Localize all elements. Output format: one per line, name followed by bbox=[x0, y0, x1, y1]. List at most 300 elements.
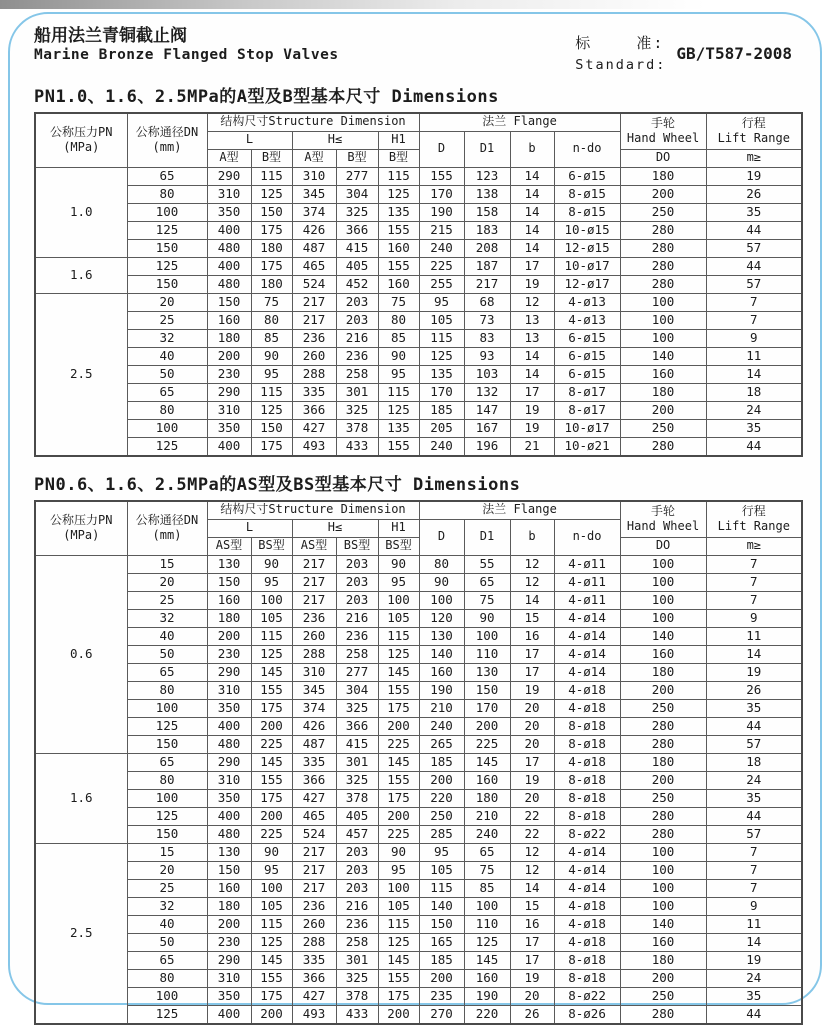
value-cell: 12-ø15 bbox=[554, 239, 620, 257]
value-cell: 8-ø18 bbox=[554, 735, 620, 753]
value-cell: 150 bbox=[251, 203, 292, 221]
value-cell: 310 bbox=[207, 185, 251, 203]
table-row bbox=[35, 681, 802, 699]
value-cell: 155 bbox=[378, 681, 419, 699]
value-cell: 175 bbox=[251, 257, 292, 275]
pressure-group-cell: 1.6 bbox=[35, 753, 127, 843]
value-cell: 95 bbox=[251, 365, 292, 383]
value-cell: 125 bbox=[251, 933, 292, 951]
value-cell: 170 bbox=[464, 699, 510, 717]
value-cell: 10-ø15 bbox=[554, 221, 620, 239]
value-cell: 277 bbox=[336, 663, 378, 681]
header-DO: DO bbox=[620, 537, 706, 555]
table-row bbox=[35, 753, 802, 771]
value-cell: 310 bbox=[207, 771, 251, 789]
diameter-cell: 150 bbox=[127, 825, 207, 843]
value-cell: 150 bbox=[251, 419, 292, 437]
value-cell: 123 bbox=[464, 167, 510, 185]
value-cell: 80 bbox=[251, 311, 292, 329]
diameter-cell: 125 bbox=[127, 717, 207, 735]
diameter-cell: 125 bbox=[127, 807, 207, 825]
value-cell: 35 bbox=[706, 203, 802, 221]
value-cell: 185 bbox=[419, 951, 464, 969]
diameter-cell: 40 bbox=[127, 347, 207, 365]
value-cell: 183 bbox=[464, 221, 510, 239]
value-cell: 4-ø11 bbox=[554, 591, 620, 609]
header-handwheel-en: Hand Wheel bbox=[626, 131, 700, 146]
table-row bbox=[35, 311, 802, 329]
value-cell: 185 bbox=[419, 401, 464, 419]
value-cell: 12 bbox=[510, 293, 554, 311]
value-cell: 160 bbox=[378, 275, 419, 293]
value-cell: 200 bbox=[620, 771, 706, 789]
value-cell: 220 bbox=[464, 1005, 510, 1024]
value-cell: 95 bbox=[378, 365, 419, 383]
value-cell: 217 bbox=[292, 311, 336, 329]
pressure-group-cell: 2.5 bbox=[35, 293, 127, 456]
table-row bbox=[35, 419, 802, 437]
diameter-cell: 65 bbox=[127, 663, 207, 681]
value-cell: 12-ø17 bbox=[554, 275, 620, 293]
value-cell: 205 bbox=[419, 419, 464, 437]
header-D1: D1 bbox=[464, 131, 510, 167]
value-cell: 150 bbox=[419, 915, 464, 933]
value-cell: 120 bbox=[419, 609, 464, 627]
value-cell: 260 bbox=[292, 915, 336, 933]
value-cell: 14 bbox=[510, 591, 554, 609]
table-row bbox=[35, 969, 802, 987]
value-cell: 524 bbox=[292, 275, 336, 293]
value-cell: 203 bbox=[336, 843, 378, 861]
value-cell: 145 bbox=[251, 951, 292, 969]
header-H1-type-bs: BS型 bbox=[378, 537, 419, 555]
table-row bbox=[35, 627, 802, 645]
value-cell: 90 bbox=[251, 555, 292, 573]
value-cell: 277 bbox=[336, 167, 378, 185]
table-row bbox=[35, 645, 802, 663]
value-cell: 260 bbox=[292, 347, 336, 365]
value-cell: 115 bbox=[378, 167, 419, 185]
value-cell: 35 bbox=[706, 699, 802, 717]
value-cell: 180 bbox=[620, 167, 706, 185]
value-cell: 150 bbox=[207, 573, 251, 591]
value-cell: 215 bbox=[419, 221, 464, 239]
table-row bbox=[35, 329, 802, 347]
value-cell: 4-ø14 bbox=[554, 861, 620, 879]
value-cell: 350 bbox=[207, 699, 251, 717]
value-cell: 100 bbox=[620, 897, 706, 915]
value-cell: 95 bbox=[251, 573, 292, 591]
header-D: D bbox=[419, 131, 464, 167]
value-cell: 145 bbox=[378, 951, 419, 969]
value-cell: 100 bbox=[620, 329, 706, 347]
value-cell: 90 bbox=[378, 843, 419, 861]
value-cell: 200 bbox=[207, 347, 251, 365]
value-cell: 7 bbox=[706, 555, 802, 573]
header-H1: H1 bbox=[378, 131, 419, 149]
value-cell: 216 bbox=[336, 609, 378, 627]
value-cell: 10-ø21 bbox=[554, 437, 620, 456]
value-cell: 280 bbox=[620, 717, 706, 735]
value-cell: 250 bbox=[620, 987, 706, 1005]
header-H-type-a: A型 bbox=[292, 149, 336, 167]
value-cell: 6-ø15 bbox=[554, 347, 620, 365]
value-cell: 350 bbox=[207, 419, 251, 437]
value-cell: 7 bbox=[706, 879, 802, 897]
value-cell: 100 bbox=[620, 555, 706, 573]
value-cell: 125 bbox=[251, 185, 292, 203]
value-cell: 105 bbox=[378, 609, 419, 627]
header-lift-cn: 行程 bbox=[741, 504, 766, 519]
value-cell: 35 bbox=[706, 789, 802, 807]
value-cell: 280 bbox=[620, 275, 706, 293]
value-cell: 140 bbox=[620, 627, 706, 645]
table-row bbox=[35, 987, 802, 1005]
value-cell: 487 bbox=[292, 239, 336, 257]
header-lift-cn: 行程 bbox=[741, 116, 766, 131]
value-cell: 155 bbox=[251, 969, 292, 987]
value-cell: 44 bbox=[706, 437, 802, 456]
value-cell: 14 bbox=[510, 365, 554, 383]
value-cell: 80 bbox=[419, 555, 464, 573]
value-cell: 203 bbox=[336, 879, 378, 897]
header-L: L bbox=[207, 519, 292, 537]
value-cell: 100 bbox=[620, 879, 706, 897]
header-n-do: n-do bbox=[554, 519, 620, 555]
standard-block bbox=[575, 32, 792, 75]
value-cell: 160 bbox=[464, 771, 510, 789]
value-cell: 524 bbox=[292, 825, 336, 843]
value-cell: 8-ø15 bbox=[554, 185, 620, 203]
value-cell: 426 bbox=[292, 717, 336, 735]
standard-label-en: Standard: bbox=[575, 56, 667, 73]
value-cell: 180 bbox=[207, 609, 251, 627]
value-cell: 90 bbox=[378, 555, 419, 573]
value-cell: 8-ø15 bbox=[554, 203, 620, 221]
value-cell: 140 bbox=[620, 347, 706, 365]
value-cell: 12 bbox=[510, 861, 554, 879]
value-cell: 115 bbox=[251, 383, 292, 401]
value-cell: 260 bbox=[292, 627, 336, 645]
value-cell: 100 bbox=[251, 591, 292, 609]
value-cell: 14 bbox=[706, 645, 802, 663]
value-cell: 378 bbox=[336, 419, 378, 437]
value-cell: 310 bbox=[292, 663, 336, 681]
table-row bbox=[35, 203, 802, 221]
value-cell: 135 bbox=[378, 203, 419, 221]
value-cell: 6-ø15 bbox=[554, 329, 620, 347]
header-DO: DO bbox=[620, 149, 706, 167]
header-m: m≥ bbox=[706, 149, 802, 167]
diameter-cell: 125 bbox=[127, 1005, 207, 1024]
value-cell: 14 bbox=[510, 203, 554, 221]
value-cell: 200 bbox=[620, 401, 706, 419]
value-cell: 225 bbox=[419, 257, 464, 275]
table-row bbox=[35, 735, 802, 753]
value-cell: 4-ø14 bbox=[554, 645, 620, 663]
header-handwheel-en: Hand Wheel bbox=[626, 519, 700, 534]
value-cell: 150 bbox=[207, 861, 251, 879]
value-cell: 230 bbox=[207, 365, 251, 383]
value-cell: 180 bbox=[620, 383, 706, 401]
value-cell: 426 bbox=[292, 221, 336, 239]
diameter-cell: 125 bbox=[127, 437, 207, 456]
diameter-cell: 40 bbox=[127, 915, 207, 933]
value-cell: 258 bbox=[336, 365, 378, 383]
table-row bbox=[35, 915, 802, 933]
value-cell: 250 bbox=[419, 807, 464, 825]
value-cell: 95 bbox=[419, 843, 464, 861]
value-cell: 170 bbox=[419, 383, 464, 401]
value-cell: 200 bbox=[464, 717, 510, 735]
value-cell: 4-ø18 bbox=[554, 681, 620, 699]
value-cell: 24 bbox=[706, 969, 802, 987]
diameter-cell: 65 bbox=[127, 383, 207, 401]
value-cell: 185 bbox=[419, 753, 464, 771]
diameter-cell: 25 bbox=[127, 591, 207, 609]
header-flange: 法兰 Flange bbox=[419, 113, 620, 132]
table2-body bbox=[35, 555, 802, 1024]
value-cell: 100 bbox=[620, 609, 706, 627]
pressure-group-cell: 2.5 bbox=[35, 843, 127, 1024]
diameter-cell: 100 bbox=[127, 699, 207, 717]
value-cell: 19 bbox=[510, 969, 554, 987]
table-row bbox=[35, 365, 802, 383]
table-row bbox=[35, 843, 802, 861]
value-cell: 90 bbox=[251, 347, 292, 365]
value-cell: 8-ø18 bbox=[554, 771, 620, 789]
value-cell: 175 bbox=[378, 699, 419, 717]
value-cell: 480 bbox=[207, 239, 251, 257]
value-cell: 203 bbox=[336, 861, 378, 879]
diameter-cell: 100 bbox=[127, 203, 207, 221]
value-cell: 190 bbox=[419, 203, 464, 221]
value-cell: 145 bbox=[464, 753, 510, 771]
value-cell: 155 bbox=[251, 771, 292, 789]
document-titles bbox=[34, 26, 339, 65]
value-cell: 280 bbox=[620, 221, 706, 239]
value-cell: 19 bbox=[510, 419, 554, 437]
value-cell: 203 bbox=[336, 591, 378, 609]
value-cell: 200 bbox=[419, 771, 464, 789]
value-cell: 487 bbox=[292, 735, 336, 753]
value-cell: 20 bbox=[510, 987, 554, 1005]
header-handwheel bbox=[620, 501, 706, 538]
diameter-cell: 125 bbox=[127, 221, 207, 239]
value-cell: 200 bbox=[378, 1005, 419, 1024]
header-handwheel-cn: 手轮 bbox=[651, 116, 676, 131]
value-cell: 200 bbox=[419, 969, 464, 987]
value-cell: 8-ø17 bbox=[554, 383, 620, 401]
value-cell: 105 bbox=[419, 311, 464, 329]
header-b: b bbox=[510, 131, 554, 167]
value-cell: 160 bbox=[620, 645, 706, 663]
value-cell: 200 bbox=[251, 807, 292, 825]
value-cell: 220 bbox=[419, 789, 464, 807]
value-cell: 255 bbox=[419, 275, 464, 293]
value-cell: 35 bbox=[706, 419, 802, 437]
diameter-cell: 80 bbox=[127, 185, 207, 203]
value-cell: 55 bbox=[464, 555, 510, 573]
header-H-type-b: B型 bbox=[336, 149, 378, 167]
value-cell: 175 bbox=[251, 437, 292, 456]
value-cell: 235 bbox=[419, 987, 464, 1005]
value-cell: 110 bbox=[464, 915, 510, 933]
value-cell: 8-ø18 bbox=[554, 951, 620, 969]
value-cell: 12 bbox=[510, 843, 554, 861]
value-cell: 158 bbox=[464, 203, 510, 221]
value-cell: 8-ø18 bbox=[554, 807, 620, 825]
value-cell: 115 bbox=[251, 915, 292, 933]
value-cell: 7 bbox=[706, 293, 802, 311]
value-cell: 57 bbox=[706, 239, 802, 257]
value-cell: 4-ø14 bbox=[554, 879, 620, 897]
value-cell: 301 bbox=[336, 753, 378, 771]
value-cell: 225 bbox=[378, 735, 419, 753]
value-cell: 200 bbox=[251, 1005, 292, 1024]
table-row bbox=[35, 663, 802, 681]
value-cell: 175 bbox=[251, 699, 292, 717]
value-cell: 75 bbox=[464, 861, 510, 879]
header-diameter-unit: (mm) bbox=[152, 140, 182, 155]
header-pressure-cn: 公称压力PN bbox=[50, 513, 113, 528]
value-cell: 170 bbox=[419, 185, 464, 203]
diameter-cell: 80 bbox=[127, 969, 207, 987]
value-cell: 493 bbox=[292, 1005, 336, 1024]
value-cell: 19 bbox=[510, 275, 554, 293]
header-H: H≤ bbox=[292, 131, 378, 149]
diameter-cell: 20 bbox=[127, 293, 207, 311]
value-cell: 17 bbox=[510, 951, 554, 969]
diameter-cell: 25 bbox=[127, 311, 207, 329]
header-lift-en: Lift Range bbox=[717, 131, 790, 146]
value-cell: 90 bbox=[378, 347, 419, 365]
table-row bbox=[35, 591, 802, 609]
value-cell: 288 bbox=[292, 933, 336, 951]
value-cell: 100 bbox=[620, 591, 706, 609]
value-cell: 100 bbox=[378, 879, 419, 897]
value-cell: 250 bbox=[620, 419, 706, 437]
value-cell: 22 bbox=[510, 825, 554, 843]
table2-header bbox=[35, 501, 802, 556]
value-cell: 150 bbox=[207, 293, 251, 311]
value-cell: 14 bbox=[510, 879, 554, 897]
value-cell: 105 bbox=[419, 861, 464, 879]
value-cell: 125 bbox=[378, 645, 419, 663]
value-cell: 9 bbox=[706, 609, 802, 627]
value-cell: 280 bbox=[620, 239, 706, 257]
value-cell: 115 bbox=[419, 329, 464, 347]
diameter-cell: 32 bbox=[127, 609, 207, 627]
header-L-type-a: A型 bbox=[207, 149, 251, 167]
value-cell: 225 bbox=[378, 825, 419, 843]
header-H1-type-b: B型 bbox=[378, 149, 419, 167]
value-cell: 216 bbox=[336, 329, 378, 347]
value-cell: 44 bbox=[706, 221, 802, 239]
header-pressure bbox=[35, 113, 127, 168]
value-cell: 200 bbox=[620, 681, 706, 699]
table-row bbox=[35, 239, 802, 257]
value-cell: 132 bbox=[464, 383, 510, 401]
value-cell: 240 bbox=[419, 717, 464, 735]
header-pressure-unit: (MPa) bbox=[63, 140, 100, 155]
value-cell: 75 bbox=[464, 591, 510, 609]
value-cell: 44 bbox=[706, 717, 802, 735]
value-cell: 95 bbox=[419, 293, 464, 311]
value-cell: 200 bbox=[620, 969, 706, 987]
value-cell: 366 bbox=[292, 969, 336, 987]
value-cell: 250 bbox=[620, 699, 706, 717]
value-cell: 290 bbox=[207, 167, 251, 185]
value-cell: 24 bbox=[706, 401, 802, 419]
value-cell: 8-ø18 bbox=[554, 717, 620, 735]
value-cell: 35 bbox=[706, 987, 802, 1005]
value-cell: 240 bbox=[419, 239, 464, 257]
diameter-cell: 125 bbox=[127, 257, 207, 275]
value-cell: 115 bbox=[251, 167, 292, 185]
value-cell: 165 bbox=[419, 933, 464, 951]
header-handwheel bbox=[620, 113, 706, 150]
value-cell: 20 bbox=[510, 717, 554, 735]
value-cell: 100 bbox=[620, 573, 706, 591]
value-cell: 265 bbox=[419, 735, 464, 753]
header-n-do: n-do bbox=[554, 131, 620, 167]
standard-labels bbox=[575, 32, 666, 75]
table-row bbox=[35, 401, 802, 419]
value-cell: 110 bbox=[464, 645, 510, 663]
value-cell: 16 bbox=[510, 627, 554, 645]
value-cell: 115 bbox=[378, 627, 419, 645]
value-cell: 378 bbox=[336, 987, 378, 1005]
value-cell: 14 bbox=[510, 347, 554, 365]
value-cell: 480 bbox=[207, 825, 251, 843]
value-cell: 4-ø18 bbox=[554, 753, 620, 771]
value-cell: 465 bbox=[292, 257, 336, 275]
value-cell: 290 bbox=[207, 383, 251, 401]
value-cell: 325 bbox=[336, 401, 378, 419]
value-cell: 8-ø22 bbox=[554, 825, 620, 843]
value-cell: 125 bbox=[251, 645, 292, 663]
value-cell: 4-ø18 bbox=[554, 897, 620, 915]
value-cell: 350 bbox=[207, 987, 251, 1005]
value-cell: 155 bbox=[419, 167, 464, 185]
value-cell: 57 bbox=[706, 275, 802, 293]
diameter-cell: 65 bbox=[127, 753, 207, 771]
value-cell: 115 bbox=[251, 627, 292, 645]
table-row bbox=[35, 257, 802, 275]
table-row bbox=[35, 347, 802, 365]
value-cell: 325 bbox=[336, 969, 378, 987]
value-cell: 17 bbox=[510, 645, 554, 663]
header-structure-dimension: 结构尺寸Structure Dimension bbox=[207, 501, 419, 520]
value-cell: 26 bbox=[706, 681, 802, 699]
value-cell: 217 bbox=[292, 573, 336, 591]
value-cell: 18 bbox=[706, 383, 802, 401]
value-cell: 19 bbox=[510, 401, 554, 419]
value-cell: 73 bbox=[464, 311, 510, 329]
value-cell: 310 bbox=[292, 167, 336, 185]
diameter-cell: 150 bbox=[127, 275, 207, 293]
header-flange: 法兰 Flange bbox=[419, 501, 620, 520]
value-cell: 180 bbox=[251, 239, 292, 257]
value-cell: 290 bbox=[207, 951, 251, 969]
value-cell: 85 bbox=[378, 329, 419, 347]
value-cell: 200 bbox=[207, 627, 251, 645]
value-cell: 8-ø18 bbox=[554, 789, 620, 807]
value-cell: 200 bbox=[620, 185, 706, 203]
value-cell: 160 bbox=[378, 239, 419, 257]
value-cell: 175 bbox=[378, 789, 419, 807]
